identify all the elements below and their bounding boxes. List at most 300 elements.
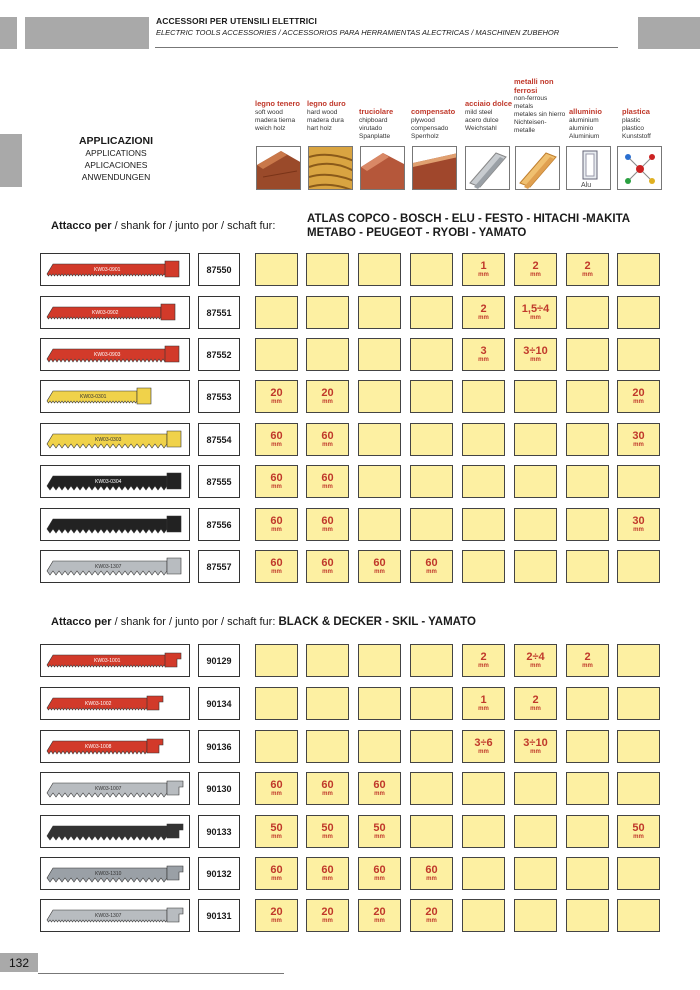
- thickness-cell: [306, 550, 349, 583]
- hard-wood-image: [308, 146, 353, 190]
- thickness-cell: [306, 815, 349, 848]
- thickness-unit: mm: [271, 834, 282, 840]
- material-name: metalli non ferrosi: [514, 77, 554, 95]
- thickness-unit: mm: [322, 569, 333, 575]
- thickness-value: 3: [480, 345, 487, 357]
- thickness-value: 60: [270, 430, 283, 442]
- thickness-cell: [566, 380, 609, 413]
- thickness-cell: [566, 253, 609, 286]
- blade-label: KW03-1001: [94, 658, 121, 664]
- thickness-value: 20: [321, 906, 334, 918]
- product-code: 87557: [198, 550, 240, 583]
- thickness-unit: mm: [271, 527, 282, 533]
- thickness-unit: mm: [322, 876, 333, 882]
- material-header-plastic: [622, 108, 680, 141]
- thickness-cell: [358, 380, 401, 413]
- thickness-cell: [255, 465, 298, 498]
- blade-icon: [41, 381, 189, 412]
- thickness-value: 60: [270, 472, 283, 484]
- page-title: ACCESSORI PER UTENSILI ELETTRICI: [156, 16, 317, 26]
- material-translations: hard wood madera dura hart holz: [307, 108, 344, 132]
- header-tab-middle: [25, 17, 149, 49]
- thickness-cell: [410, 253, 453, 286]
- soft-wood-image: [256, 146, 301, 190]
- thickness-cell: [462, 508, 505, 541]
- thickness-cell: [462, 338, 505, 371]
- thickness-value: 2: [532, 260, 539, 272]
- thickness-unit: mm: [271, 918, 282, 924]
- applications-title: APPLICAZIONI: [78, 135, 154, 147]
- thickness-cell: [617, 772, 660, 805]
- thickness-cell: [566, 338, 609, 371]
- blade-image: [40, 899, 190, 932]
- applications-line: APLICACIONES: [84, 160, 148, 170]
- thickness-cell: [255, 857, 298, 890]
- thickness-cell: [255, 550, 298, 583]
- thickness-cell: [358, 730, 401, 763]
- thickness-value: 1: [480, 260, 487, 272]
- thickness-cell: [255, 772, 298, 805]
- thickness-cell: [462, 772, 505, 805]
- section2-prefix: Attacco per: [51, 616, 112, 628]
- thickness-cell: [514, 423, 557, 456]
- applications-line: APPLICATIONS: [85, 148, 147, 158]
- thickness-value: 1,5÷4: [521, 303, 550, 315]
- thickness-cell: [462, 899, 505, 932]
- page-subtitle: ELECTRIC TOOLS ACCESSORIES / ACCESSORIOS PARA HERRAMIENTAS ALECTRICAS / MASCHINEN ZUBEHOR: [156, 28, 560, 37]
- header-tab-right: [638, 17, 700, 49]
- thickness-unit: mm: [322, 834, 333, 840]
- thickness-unit: mm: [478, 663, 489, 669]
- thickness-unit: mm: [374, 569, 385, 575]
- section2-prefix-rest: / shank for / junto por / schaft fur:: [111, 616, 276, 628]
- blade-label: KW03-0304: [95, 479, 122, 485]
- thickness-cell: [255, 423, 298, 456]
- blade-label: KW03-0902: [92, 310, 119, 316]
- thickness-value: 60: [321, 430, 334, 442]
- product-code: 87553: [198, 380, 240, 413]
- blade-label: KW03-0903: [94, 352, 121, 358]
- thickness-unit: mm: [633, 442, 644, 448]
- thickness-unit: mm: [530, 663, 541, 669]
- blade-image: [40, 508, 190, 541]
- thickness-unit: mm: [271, 442, 282, 448]
- thickness-cell: [255, 687, 298, 720]
- thickness-unit: mm: [322, 442, 333, 448]
- plywood-image: [412, 146, 457, 190]
- material-name: alluminio: [569, 107, 602, 116]
- thickness-cell: [514, 815, 557, 848]
- thickness-unit: mm: [582, 663, 593, 669]
- material-name: compensato: [411, 107, 456, 116]
- thickness-cell: [306, 730, 349, 763]
- thickness-cell: [617, 253, 660, 286]
- blade-label: KW03-1002: [85, 701, 112, 707]
- thickness-cell: [410, 899, 453, 932]
- thickness-value: 20: [632, 387, 645, 399]
- blade-label: KW03-1008: [85, 744, 112, 750]
- thickness-cell: [306, 465, 349, 498]
- thickness-cell: [255, 815, 298, 848]
- thickness-value: 3÷10: [523, 737, 548, 749]
- thickness-cell: [410, 730, 453, 763]
- thickness-cell: [617, 857, 660, 890]
- blade-image: [40, 550, 190, 583]
- thickness-unit: mm: [426, 569, 437, 575]
- thickness-cell: [410, 296, 453, 329]
- product-code: 90136: [198, 730, 240, 763]
- thickness-unit: mm: [633, 834, 644, 840]
- blade-image: [40, 423, 190, 456]
- thickness-cell: [462, 253, 505, 286]
- thickness-cell: [255, 338, 298, 371]
- product-code: 90130: [198, 772, 240, 805]
- thickness-cell: [358, 644, 401, 677]
- thickness-value: 30: [632, 430, 645, 442]
- thickness-cell: [410, 465, 453, 498]
- thickness-value: 50: [270, 822, 283, 834]
- thickness-unit: mm: [374, 918, 385, 924]
- thickness-value: 2: [532, 694, 539, 706]
- thickness-cell: [358, 815, 401, 848]
- material-header-soft-wood: [255, 100, 313, 133]
- blade-image: [40, 296, 190, 329]
- material-header-mild-steel: [465, 100, 513, 133]
- thickness-unit: mm: [322, 527, 333, 533]
- thickness-value: 2: [584, 260, 591, 272]
- aluminium-image-label: Alu: [581, 182, 592, 189]
- thickness-unit: mm: [322, 399, 333, 405]
- thickness-cell: [617, 687, 660, 720]
- thickness-cell: [566, 687, 609, 720]
- material-name: legno tenero: [255, 99, 301, 108]
- thickness-unit: mm: [374, 876, 385, 882]
- thickness-value: 50: [632, 822, 645, 834]
- blade-icon: [41, 254, 189, 285]
- thickness-unit: mm: [322, 918, 333, 924]
- thickness-cell: [514, 253, 557, 286]
- applications-legend: [60, 135, 172, 183]
- thickness-value: 20: [373, 906, 386, 918]
- thickness-cell: [358, 423, 401, 456]
- thickness-cell: [255, 899, 298, 932]
- thickness-cell: [410, 338, 453, 371]
- thickness-unit: mm: [478, 315, 489, 321]
- material-header-chipboard: [359, 108, 417, 141]
- blade-image: [40, 644, 190, 677]
- thickness-cell: [306, 772, 349, 805]
- thickness-value: 20: [270, 387, 283, 399]
- blade-label: KW03-0301: [80, 394, 107, 400]
- blade-label: KW03-0303: [95, 437, 122, 443]
- blade-icon: [41, 816, 189, 847]
- thickness-cell: [410, 772, 453, 805]
- thickness-cell: [358, 687, 401, 720]
- thickness-cell: [358, 899, 401, 932]
- thickness-cell: [462, 857, 505, 890]
- thickness-cell: [462, 550, 505, 583]
- thickness-unit: mm: [633, 527, 644, 533]
- thickness-unit: mm: [271, 399, 282, 405]
- thickness-cell: [358, 857, 401, 890]
- product-code: 87552: [198, 338, 240, 371]
- material-translations: aluminium aluminio Aluminium: [569, 116, 600, 140]
- thickness-value: 60: [321, 864, 334, 876]
- thickness-cell: [566, 899, 609, 932]
- thickness-unit: mm: [530, 357, 541, 363]
- thickness-cell: [306, 253, 349, 286]
- thickness-cell: [410, 380, 453, 413]
- product-code: 90133: [198, 815, 240, 848]
- thickness-cell: [306, 423, 349, 456]
- blade-image: [40, 380, 190, 413]
- thickness-cell: [306, 508, 349, 541]
- blade-icon: [41, 551, 189, 582]
- material-name: truciolare: [359, 107, 394, 116]
- thickness-cell: [514, 772, 557, 805]
- header-tab-left: [0, 17, 17, 49]
- thickness-value: 60: [373, 557, 386, 569]
- thickness-value: 3÷6: [474, 737, 493, 749]
- material-translations: non-ferrous metals metales sin hierro Nichteisen-metalle: [514, 95, 566, 134]
- blade-image: [40, 730, 190, 763]
- thickness-unit: mm: [322, 791, 333, 797]
- thickness-value: 2: [480, 303, 487, 315]
- thickness-value: 60: [321, 515, 334, 527]
- thickness-cell: [617, 644, 660, 677]
- thickness-cell: [462, 465, 505, 498]
- blade-image: [40, 253, 190, 286]
- product-code: 90134: [198, 687, 240, 720]
- thickness-unit: mm: [530, 749, 541, 755]
- thickness-cell: [358, 253, 401, 286]
- footer-rule: [38, 973, 284, 974]
- blade-icon: [41, 297, 189, 328]
- material-translations: chipboard virutado Spanplatte: [359, 116, 391, 140]
- thickness-unit: mm: [478, 749, 489, 755]
- thickness-value: 60: [270, 864, 283, 876]
- thickness-value: 60: [321, 557, 334, 569]
- product-code: 87550: [198, 253, 240, 286]
- blade-icon: [41, 773, 189, 804]
- thickness-value: 60: [373, 779, 386, 791]
- thickness-cell: [566, 644, 609, 677]
- thickness-value: 60: [425, 864, 438, 876]
- thickness-cell: [462, 296, 505, 329]
- blade-label: KW03-1310: [95, 871, 122, 877]
- thickness-value: 1: [480, 694, 487, 706]
- thickness-cell: [410, 857, 453, 890]
- thickness-cell: [617, 815, 660, 848]
- thickness-unit: mm: [478, 706, 489, 712]
- blade-label: KW03-1307: [95, 913, 122, 919]
- blade-icon: [41, 731, 189, 762]
- thickness-cell: [617, 899, 660, 932]
- thickness-unit: mm: [374, 791, 385, 797]
- thickness-cell: [514, 899, 557, 932]
- blade-icon: [41, 466, 189, 497]
- thickness-cell: [566, 772, 609, 805]
- blade-image: [40, 857, 190, 890]
- product-code: 87551: [198, 296, 240, 329]
- thickness-value: 20: [425, 906, 438, 918]
- thickness-cell: [358, 508, 401, 541]
- section1-prefix-rest: / shank for / junto por / schaft fur:: [111, 220, 276, 232]
- material-translations: soft wood madera tierna weich holz: [255, 108, 296, 132]
- thickness-value: 50: [373, 822, 386, 834]
- thickness-cell: [306, 899, 349, 932]
- thickness-value: 60: [321, 779, 334, 791]
- plastic-image: [617, 146, 662, 190]
- thickness-cell: [255, 730, 298, 763]
- thickness-unit: mm: [633, 399, 644, 405]
- material-header-plywood: [411, 108, 465, 141]
- thickness-cell: [255, 380, 298, 413]
- thickness-value: 60: [425, 557, 438, 569]
- thickness-cell: [566, 815, 609, 848]
- thickness-cell: [410, 815, 453, 848]
- blade-icon: [41, 424, 189, 455]
- thickness-cell: [566, 296, 609, 329]
- thickness-cell: [617, 730, 660, 763]
- thickness-value: 2: [480, 651, 487, 663]
- thickness-value: 2: [584, 651, 591, 663]
- thickness-cell: [306, 296, 349, 329]
- thickness-cell: [410, 687, 453, 720]
- thickness-cell: [306, 338, 349, 371]
- thickness-unit: mm: [478, 357, 489, 363]
- thickness-cell: [617, 423, 660, 456]
- thickness-cell: [462, 687, 505, 720]
- thickness-cell: [462, 644, 505, 677]
- section1-brands-line2: METABO - PEUGEOT - RYOBI - YAMATO: [307, 227, 527, 239]
- page-number: 132: [0, 953, 38, 972]
- applications-line: ANWENDUNGEN: [81, 172, 151, 182]
- material-translations: mild steel acero dulce Weichstahl: [465, 108, 499, 132]
- thickness-value: 60: [321, 472, 334, 484]
- thickness-cell: [306, 857, 349, 890]
- thickness-cell: [462, 380, 505, 413]
- aluminium-image: [566, 146, 611, 190]
- blade-icon: [41, 645, 189, 676]
- thickness-cell: [514, 338, 557, 371]
- section1-brands-line1: ATLAS COPCO - BOSCH - ELU - FESTO - HITACHI -MAKITA: [307, 213, 631, 225]
- material-header-hard-wood: [307, 100, 365, 133]
- section2-title: [51, 616, 476, 628]
- thickness-unit: mm: [271, 876, 282, 882]
- material-translations: plywood compensado Sperrholz: [411, 116, 449, 140]
- thickness-cell: [255, 253, 298, 286]
- thickness-cell: [255, 508, 298, 541]
- blade-label: KW03-1307: [95, 564, 122, 570]
- thickness-cell: [306, 380, 349, 413]
- product-code: 87555: [198, 465, 240, 498]
- material-name: plastica: [622, 107, 650, 116]
- thickness-cell: [566, 423, 609, 456]
- thickness-value: 3÷10: [523, 345, 548, 357]
- product-code: 90131: [198, 899, 240, 932]
- mild-steel-image: [465, 146, 510, 190]
- thickness-cell: [358, 550, 401, 583]
- thickness-cell: [358, 772, 401, 805]
- thickness-cell: [410, 550, 453, 583]
- blade-label: KW03-0901: [94, 267, 121, 273]
- thickness-cell: [462, 423, 505, 456]
- material-header-aluminium: [569, 108, 627, 141]
- thickness-unit: mm: [530, 272, 541, 278]
- thickness-cell: [358, 338, 401, 371]
- material-translations: plastic plastico Kunststoff: [622, 116, 651, 140]
- thickness-value: 60: [270, 515, 283, 527]
- non-ferrous-image: [515, 146, 560, 190]
- header-rule: [155, 47, 618, 48]
- blade-image: [40, 687, 190, 720]
- thickness-cell: [462, 815, 505, 848]
- section2-brands: BLACK & DECKER - SKIL - YAMATO: [278, 616, 476, 628]
- thickness-unit: mm: [582, 272, 593, 278]
- blade-label: KW03-1007: [95, 786, 122, 792]
- thickness-cell: [410, 644, 453, 677]
- section1-prefix: Attacco per: [51, 220, 112, 232]
- blade-icon: [41, 858, 189, 889]
- side-tab: [0, 134, 22, 187]
- thickness-unit: mm: [478, 272, 489, 278]
- thickness-unit: mm: [530, 315, 541, 321]
- thickness-cell: [514, 465, 557, 498]
- thickness-cell: [566, 508, 609, 541]
- thickness-cell: [514, 644, 557, 677]
- thickness-cell: [617, 508, 660, 541]
- thickness-cell: [255, 644, 298, 677]
- blade-icon: [41, 509, 189, 540]
- blade-image: [40, 772, 190, 805]
- blade-image: [40, 465, 190, 498]
- thickness-cell: [514, 380, 557, 413]
- thickness-value: 20: [321, 387, 334, 399]
- thickness-cell: [566, 730, 609, 763]
- thickness-value: 60: [270, 779, 283, 791]
- chipboard-image: [360, 146, 405, 190]
- blade-image: [40, 338, 190, 371]
- blade-icon: [41, 900, 189, 931]
- thickness-unit: mm: [426, 918, 437, 924]
- thickness-cell: [617, 380, 660, 413]
- thickness-cell: [566, 465, 609, 498]
- thickness-cell: [617, 338, 660, 371]
- thickness-value: 30: [632, 515, 645, 527]
- thickness-cell: [514, 857, 557, 890]
- thickness-cell: [462, 730, 505, 763]
- thickness-cell: [514, 296, 557, 329]
- thickness-cell: [617, 296, 660, 329]
- thickness-cell: [514, 687, 557, 720]
- thickness-cell: [410, 508, 453, 541]
- product-code: 87554: [198, 423, 240, 456]
- thickness-unit: mm: [374, 834, 385, 840]
- thickness-cell: [306, 644, 349, 677]
- thickness-unit: mm: [271, 569, 282, 575]
- thickness-cell: [410, 423, 453, 456]
- product-code: 87556: [198, 508, 240, 541]
- thickness-cell: [514, 508, 557, 541]
- product-code: 90129: [198, 644, 240, 677]
- thickness-unit: mm: [426, 876, 437, 882]
- thickness-cell: [306, 687, 349, 720]
- thickness-cell: [514, 730, 557, 763]
- thickness-unit: mm: [530, 706, 541, 712]
- thickness-unit: mm: [271, 484, 282, 490]
- thickness-cell: [514, 550, 557, 583]
